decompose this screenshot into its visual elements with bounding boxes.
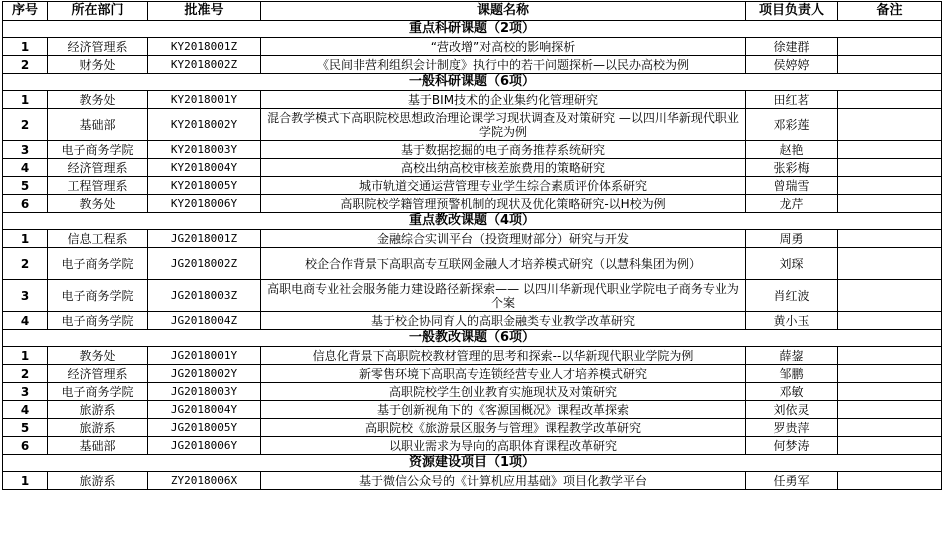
cell-code: JG2018001Y xyxy=(148,347,261,365)
table-row xyxy=(3,312,942,330)
cell-dept: 信息工程系 xyxy=(48,230,148,248)
cell-leader: 何梦涛 xyxy=(746,437,838,455)
cell-title: 金融综合实训平台（投资理财部分）研究与开发 xyxy=(261,230,746,248)
cell-note xyxy=(838,365,942,383)
cell-code: ZY2018006X xyxy=(148,472,261,490)
cell-dept: 工程管理系 xyxy=(48,177,148,195)
section-title: 资源建设项目（1项） xyxy=(3,455,942,472)
cell-title: 高职院校学生创业教育实施现状及对策研究 xyxy=(261,383,746,401)
cell-dept: 基础部 xyxy=(48,109,148,141)
cell-leader: 侯婷婷 xyxy=(746,56,838,74)
cell-note xyxy=(838,159,942,177)
cell-title: 校企合作背景下高职高专互联网金融人才培养模式研究（以慧科集团为例） xyxy=(261,248,746,280)
cell-dept: 教务处 xyxy=(48,91,148,109)
cell-note xyxy=(838,472,942,490)
cell-leader: 罗贵萍 xyxy=(746,419,838,437)
cell-code: JG2018002Y xyxy=(148,365,261,383)
cell-note xyxy=(838,437,942,455)
cell-code: KY2018001Y xyxy=(148,91,261,109)
cell-note xyxy=(838,230,942,248)
cell-title: 信息化背景下高职院校教材管理的思考和探索--以华新现代职业学院为例 xyxy=(261,347,746,365)
cell-code: KY2018002Y xyxy=(148,109,261,141)
cell-leader: 任勇军 xyxy=(746,472,838,490)
cell-code: JG2018004Y xyxy=(148,401,261,419)
cell-code: JG2018006Y xyxy=(148,437,261,455)
section-row xyxy=(3,21,942,38)
cell-title: 基于校企协同育人的高职金融类专业教学改革研究 xyxy=(261,312,746,330)
table-row xyxy=(3,248,942,280)
cell-code: JG2018002Z xyxy=(148,248,261,280)
cell-title: 混合教学模式下高职院校思想政治理论课学习现状调查及对策研究 —以四川华新现代职业学院为例 xyxy=(261,109,746,141)
section-title: 一般科研课题（6项） xyxy=(3,74,942,91)
cell-note xyxy=(838,141,942,159)
section-row xyxy=(3,213,942,230)
cell-leader: 张彩梅 xyxy=(746,159,838,177)
cell-dept: 经济管理系 xyxy=(48,365,148,383)
table-row xyxy=(3,230,942,248)
header-title: 课题名称 xyxy=(261,2,746,21)
cell-dept: 教务处 xyxy=(48,347,148,365)
section-title: 一般教改课题（6项） xyxy=(3,330,942,347)
cell-no: 1 xyxy=(3,347,48,365)
cell-dept: 经济管理系 xyxy=(48,38,148,56)
cell-leader: 邓彩莲 xyxy=(746,109,838,141)
cell-code: JG2018003Z xyxy=(148,280,261,312)
cell-title: 基于BIM技术的企业集约化管理研究 xyxy=(261,91,746,109)
header-no: 序号 xyxy=(3,2,48,21)
header-leader: 项目负责人 xyxy=(746,2,838,21)
cell-code: KY2018003Y xyxy=(148,141,261,159)
cell-code: KY2018004Y xyxy=(148,159,261,177)
table-row xyxy=(3,177,942,195)
table-row xyxy=(3,38,942,56)
cell-title: 基于数据挖掘的电子商务推荐系统研究 xyxy=(261,141,746,159)
cell-code: JG2018005Y xyxy=(148,419,261,437)
table-row xyxy=(3,419,942,437)
table-row xyxy=(3,347,942,365)
cell-dept: 旅游系 xyxy=(48,401,148,419)
cell-leader: 周勇 xyxy=(746,230,838,248)
cell-no: 3 xyxy=(3,141,48,159)
section-title: 重点科研课题（2项） xyxy=(3,21,942,38)
cell-note xyxy=(838,38,942,56)
header-code: 批准号 xyxy=(148,2,261,21)
cell-no: 4 xyxy=(3,401,48,419)
cell-code: JG2018001Z xyxy=(148,230,261,248)
cell-title: 高校出纳高校审核差旅费用的策略研究 xyxy=(261,159,746,177)
cell-title: 以职业需求为导向的高职体育课程改革研究 xyxy=(261,437,746,455)
cell-leader: 赵艳 xyxy=(746,141,838,159)
cell-note xyxy=(838,91,942,109)
table-row xyxy=(3,280,942,312)
cell-no: 2 xyxy=(3,109,48,141)
cell-no: 1 xyxy=(3,472,48,490)
cell-note xyxy=(838,401,942,419)
cell-leader: 刘依灵 xyxy=(746,401,838,419)
cell-leader: 刘琛 xyxy=(746,248,838,280)
cell-note xyxy=(838,280,942,312)
cell-dept: 电子商务学院 xyxy=(48,280,148,312)
cell-leader: 黄小玉 xyxy=(746,312,838,330)
cell-dept: 旅游系 xyxy=(48,472,148,490)
cell-no: 6 xyxy=(3,195,48,213)
cell-dept: 电子商务学院 xyxy=(48,248,148,280)
header-note: 备注 xyxy=(838,2,942,21)
cell-no: 3 xyxy=(3,280,48,312)
cell-title: 基于创新视角下的《客源国概况》课程改革探索 xyxy=(261,401,746,419)
cell-code: KY2018001Z xyxy=(148,38,261,56)
cell-title: 高职电商专业社会服务能力建设路径新探索—— 以四川华新现代职业学院电子商务专业为个案 xyxy=(261,280,746,312)
cell-no: 4 xyxy=(3,312,48,330)
header-dept: 所在部门 xyxy=(48,2,148,21)
cell-title: 高职院校《旅游景区服务与管理》课程教学改革研究 xyxy=(261,419,746,437)
cell-no: 2 xyxy=(3,56,48,74)
cell-leader: 田红茗 xyxy=(746,91,838,109)
cell-note xyxy=(838,195,942,213)
cell-note xyxy=(838,109,942,141)
table-row xyxy=(3,472,942,490)
cell-code: KY2018005Y xyxy=(148,177,261,195)
cell-dept: 经济管理系 xyxy=(48,159,148,177)
cell-code: KY2018006Y xyxy=(148,195,261,213)
cell-dept: 教务处 xyxy=(48,195,148,213)
cell-no: 5 xyxy=(3,177,48,195)
cell-no: 1 xyxy=(3,38,48,56)
cell-no: 5 xyxy=(3,419,48,437)
section-row xyxy=(3,330,942,347)
cell-no: 1 xyxy=(3,230,48,248)
cell-title: “营改增”对高校的影响探析 xyxy=(261,38,746,56)
cell-title: 基于微信公众号的《计算机应用基础》项目化教学平台 xyxy=(261,472,746,490)
cell-dept: 基础部 xyxy=(48,437,148,455)
section-row xyxy=(3,74,942,91)
section-row xyxy=(3,455,942,472)
table-row xyxy=(3,91,942,109)
cell-title: 高职院校学籍管理预警机制的现状及优化策略研究-以H校为例 xyxy=(261,195,746,213)
cell-note xyxy=(838,419,942,437)
cell-no: 3 xyxy=(3,383,48,401)
table-row xyxy=(3,365,942,383)
table-row xyxy=(3,141,942,159)
cell-code: JG2018003Y xyxy=(148,383,261,401)
table-row xyxy=(3,56,942,74)
cell-no: 6 xyxy=(3,437,48,455)
section-title: 重点教改课题（4项） xyxy=(3,213,942,230)
cell-dept: 旅游系 xyxy=(48,419,148,437)
cell-leader: 龙芹 xyxy=(746,195,838,213)
cell-title: 城市轨道交通运营管理专业学生综合素质评价体系研究 xyxy=(261,177,746,195)
table-body xyxy=(3,21,942,490)
cell-no: 2 xyxy=(3,365,48,383)
cell-code: KY2018002Z xyxy=(148,56,261,74)
cell-code: JG2018004Z xyxy=(148,312,261,330)
cell-leader: 薛鋆 xyxy=(746,347,838,365)
cell-dept: 电子商务学院 xyxy=(48,383,148,401)
cell-no: 1 xyxy=(3,91,48,109)
cell-no: 2 xyxy=(3,248,48,280)
project-table xyxy=(2,1,942,490)
cell-leader: 邹鹏 xyxy=(746,365,838,383)
cell-leader: 邓敏 xyxy=(746,383,838,401)
cell-dept: 电子商务学院 xyxy=(48,312,148,330)
table-row xyxy=(3,109,942,141)
cell-dept: 财务处 xyxy=(48,56,148,74)
cell-note xyxy=(838,56,942,74)
cell-note xyxy=(838,383,942,401)
cell-title: 新零售环境下高职高专连锁经营专业人才培养模式研究 xyxy=(261,365,746,383)
table-row xyxy=(3,195,942,213)
table-row xyxy=(3,159,942,177)
cell-no: 4 xyxy=(3,159,48,177)
cell-note xyxy=(838,177,942,195)
cell-note xyxy=(838,347,942,365)
cell-note xyxy=(838,312,942,330)
cell-leader: 肖红波 xyxy=(746,280,838,312)
cell-title: 《民间非营利组织会计制度》执行中的若干问题探析—以民办高校为例 xyxy=(261,56,746,74)
cell-leader: 徐建群 xyxy=(746,38,838,56)
table-row xyxy=(3,401,942,419)
header-row xyxy=(3,2,942,21)
table-row xyxy=(3,383,942,401)
cell-note xyxy=(838,248,942,280)
table-row xyxy=(3,437,942,455)
cell-dept: 电子商务学院 xyxy=(48,141,148,159)
cell-leader: 曾瑞雪 xyxy=(746,177,838,195)
